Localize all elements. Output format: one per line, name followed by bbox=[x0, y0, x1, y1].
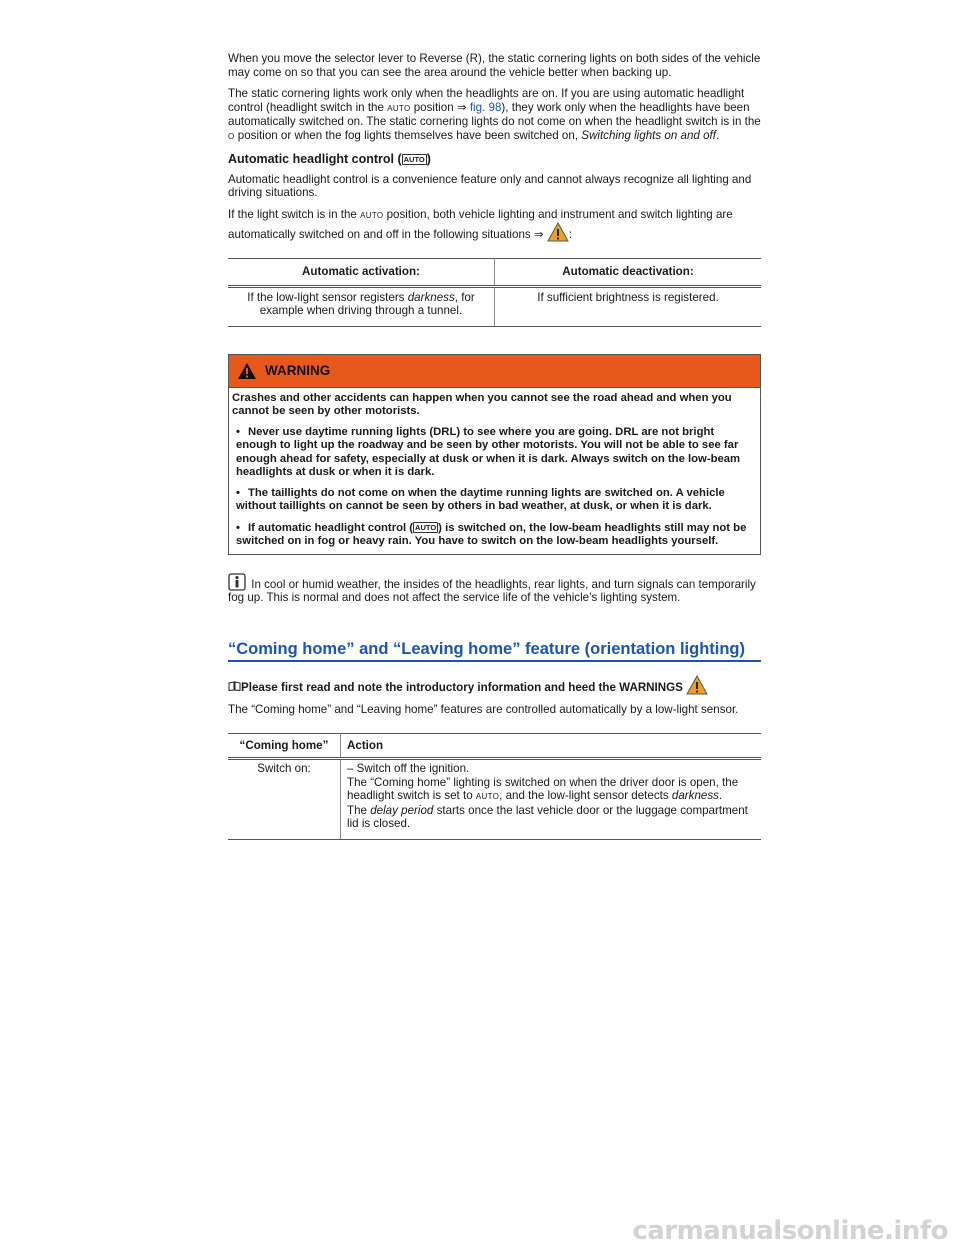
table-header: Automatic activation: bbox=[228, 259, 495, 287]
table-cell: Switch on: bbox=[228, 759, 341, 840]
automatic-headlight-heading: Automatic headlight control ( AUTO ) bbox=[228, 152, 431, 166]
auto-symbol: AUTO bbox=[403, 155, 425, 164]
coming-home-table bbox=[228, 733, 761, 840]
table-row bbox=[228, 286, 761, 326]
watermark: carmanualsonline.info bbox=[632, 1215, 948, 1246]
table-row bbox=[228, 759, 761, 840]
section-title: “Coming home” and “Leaving home” feature (orientation lighting) bbox=[228, 643, 761, 663]
warning-box bbox=[228, 354, 761, 555]
warning-body bbox=[229, 388, 760, 554]
section-description: The “Coming home” and “Leaving home” features are controlled automatically by a low-light sensor. bbox=[228, 703, 739, 716]
paragraph-reverse: When you move the selector lever to Reverse (R), the static cornering lights on both sides of the vehicle may come on so that you can see the area around the vehicle better when backing up. bbox=[228, 52, 761, 79]
table-cell: If sufficient brightness is registered. bbox=[495, 286, 762, 326]
fig-98-link[interactable]: fig. 98 bbox=[469, 100, 502, 114]
cross-reference: Switching lights on and off bbox=[581, 128, 716, 142]
table-header: Action bbox=[341, 733, 762, 759]
table-header: Automatic deactivation: bbox=[495, 259, 762, 287]
note-paragraph: In cool or humid weather, the insides of the headlights, rear lights, and turn signals can temporarily fog up. This is normal and does not affect the service life of the vehicle’s lighting system. bbox=[228, 573, 761, 605]
auto-symbol: AUTO bbox=[387, 103, 411, 113]
auto-symbol: AUTO bbox=[415, 522, 437, 532]
paragraph-convenience: Automatic headlight control is a convenience feature only and cannot always recognize all lighting and driving situations. bbox=[228, 172, 752, 199]
read-first-note: Please first read and note the introductory information and heed the WARNINGS bbox=[228, 675, 761, 695]
warning-intro: Crashes and other accidents can happen when you cannot see the road ahead and when you cannot be seen by other motorists. bbox=[232, 391, 732, 417]
auto-symbol: AUTO bbox=[360, 210, 384, 220]
warning-bullet: • The taillights do not come on when the daytime running lights are switched on. A vehicle without taillights on cannot be seen by others in bad weather, at dusk, or when it is dark. bbox=[236, 486, 725, 512]
auto-symbol: AUTO bbox=[475, 792, 500, 801]
o-symbol: O bbox=[228, 131, 235, 141]
table-cell: – Switch off the ignition. The “Coming home” lighting is switched on when the driver door is open, the headlight switch is set to AUTO, and the low-light sensor detects darkness. The delay period starts once the last vehicle door or the luggage compartment lid is closed. bbox=[341, 759, 762, 840]
table-header: “Coming home” bbox=[228, 733, 341, 759]
warning-triangle-icon[interactable] bbox=[547, 222, 569, 242]
warning-title: WARNING bbox=[265, 362, 331, 378]
activation-table bbox=[228, 258, 761, 327]
book-icon bbox=[228, 681, 241, 691]
page-content bbox=[228, 52, 761, 840]
paragraph-static-cornering: The static cornering lights work only when the headlights are on. If you are using automatic headlight control (headlight switch in the AUTO position ⇒ fig. 98), they work only when the headlights have been automatically switched on. The static cornering lights do not come on when the headlight switch is in the O position or when the fog lights themselves have been switched on, Switching lights on and off. bbox=[228, 87, 761, 142]
warning-bullet: • If automatic headlight control ( AUTO ) is switched on, the low-beam headlights still may not be switched on in fog or heavy rain. You have to switch on the low-beam headlights yourself. bbox=[236, 521, 747, 547]
warning-bullet: • Never use daytime running lights (DRL) to see where you are going. DRL are not bright enough to light up the roadway and be seen by other motorists. You will not be able to see far enough ahead for safety, especially at dusk or when it is dark. Always switch on the low-beam headlights at dusk or when it is dark. bbox=[236, 425, 741, 478]
warning-header bbox=[229, 355, 760, 388]
info-note-icon bbox=[228, 573, 246, 591]
warning-triangle-icon[interactable] bbox=[686, 675, 708, 695]
table-cell: If the low-light sensor registers darkness, for example when driving through a tunnel. bbox=[228, 286, 495, 326]
warning-triangle-icon bbox=[237, 362, 257, 380]
paragraph-light-switch: If the light switch is in the AUTO position, both vehicle lighting and instrument and switch lighting are automatically switched on and off in the following situations ⇒ : bbox=[228, 207, 733, 241]
